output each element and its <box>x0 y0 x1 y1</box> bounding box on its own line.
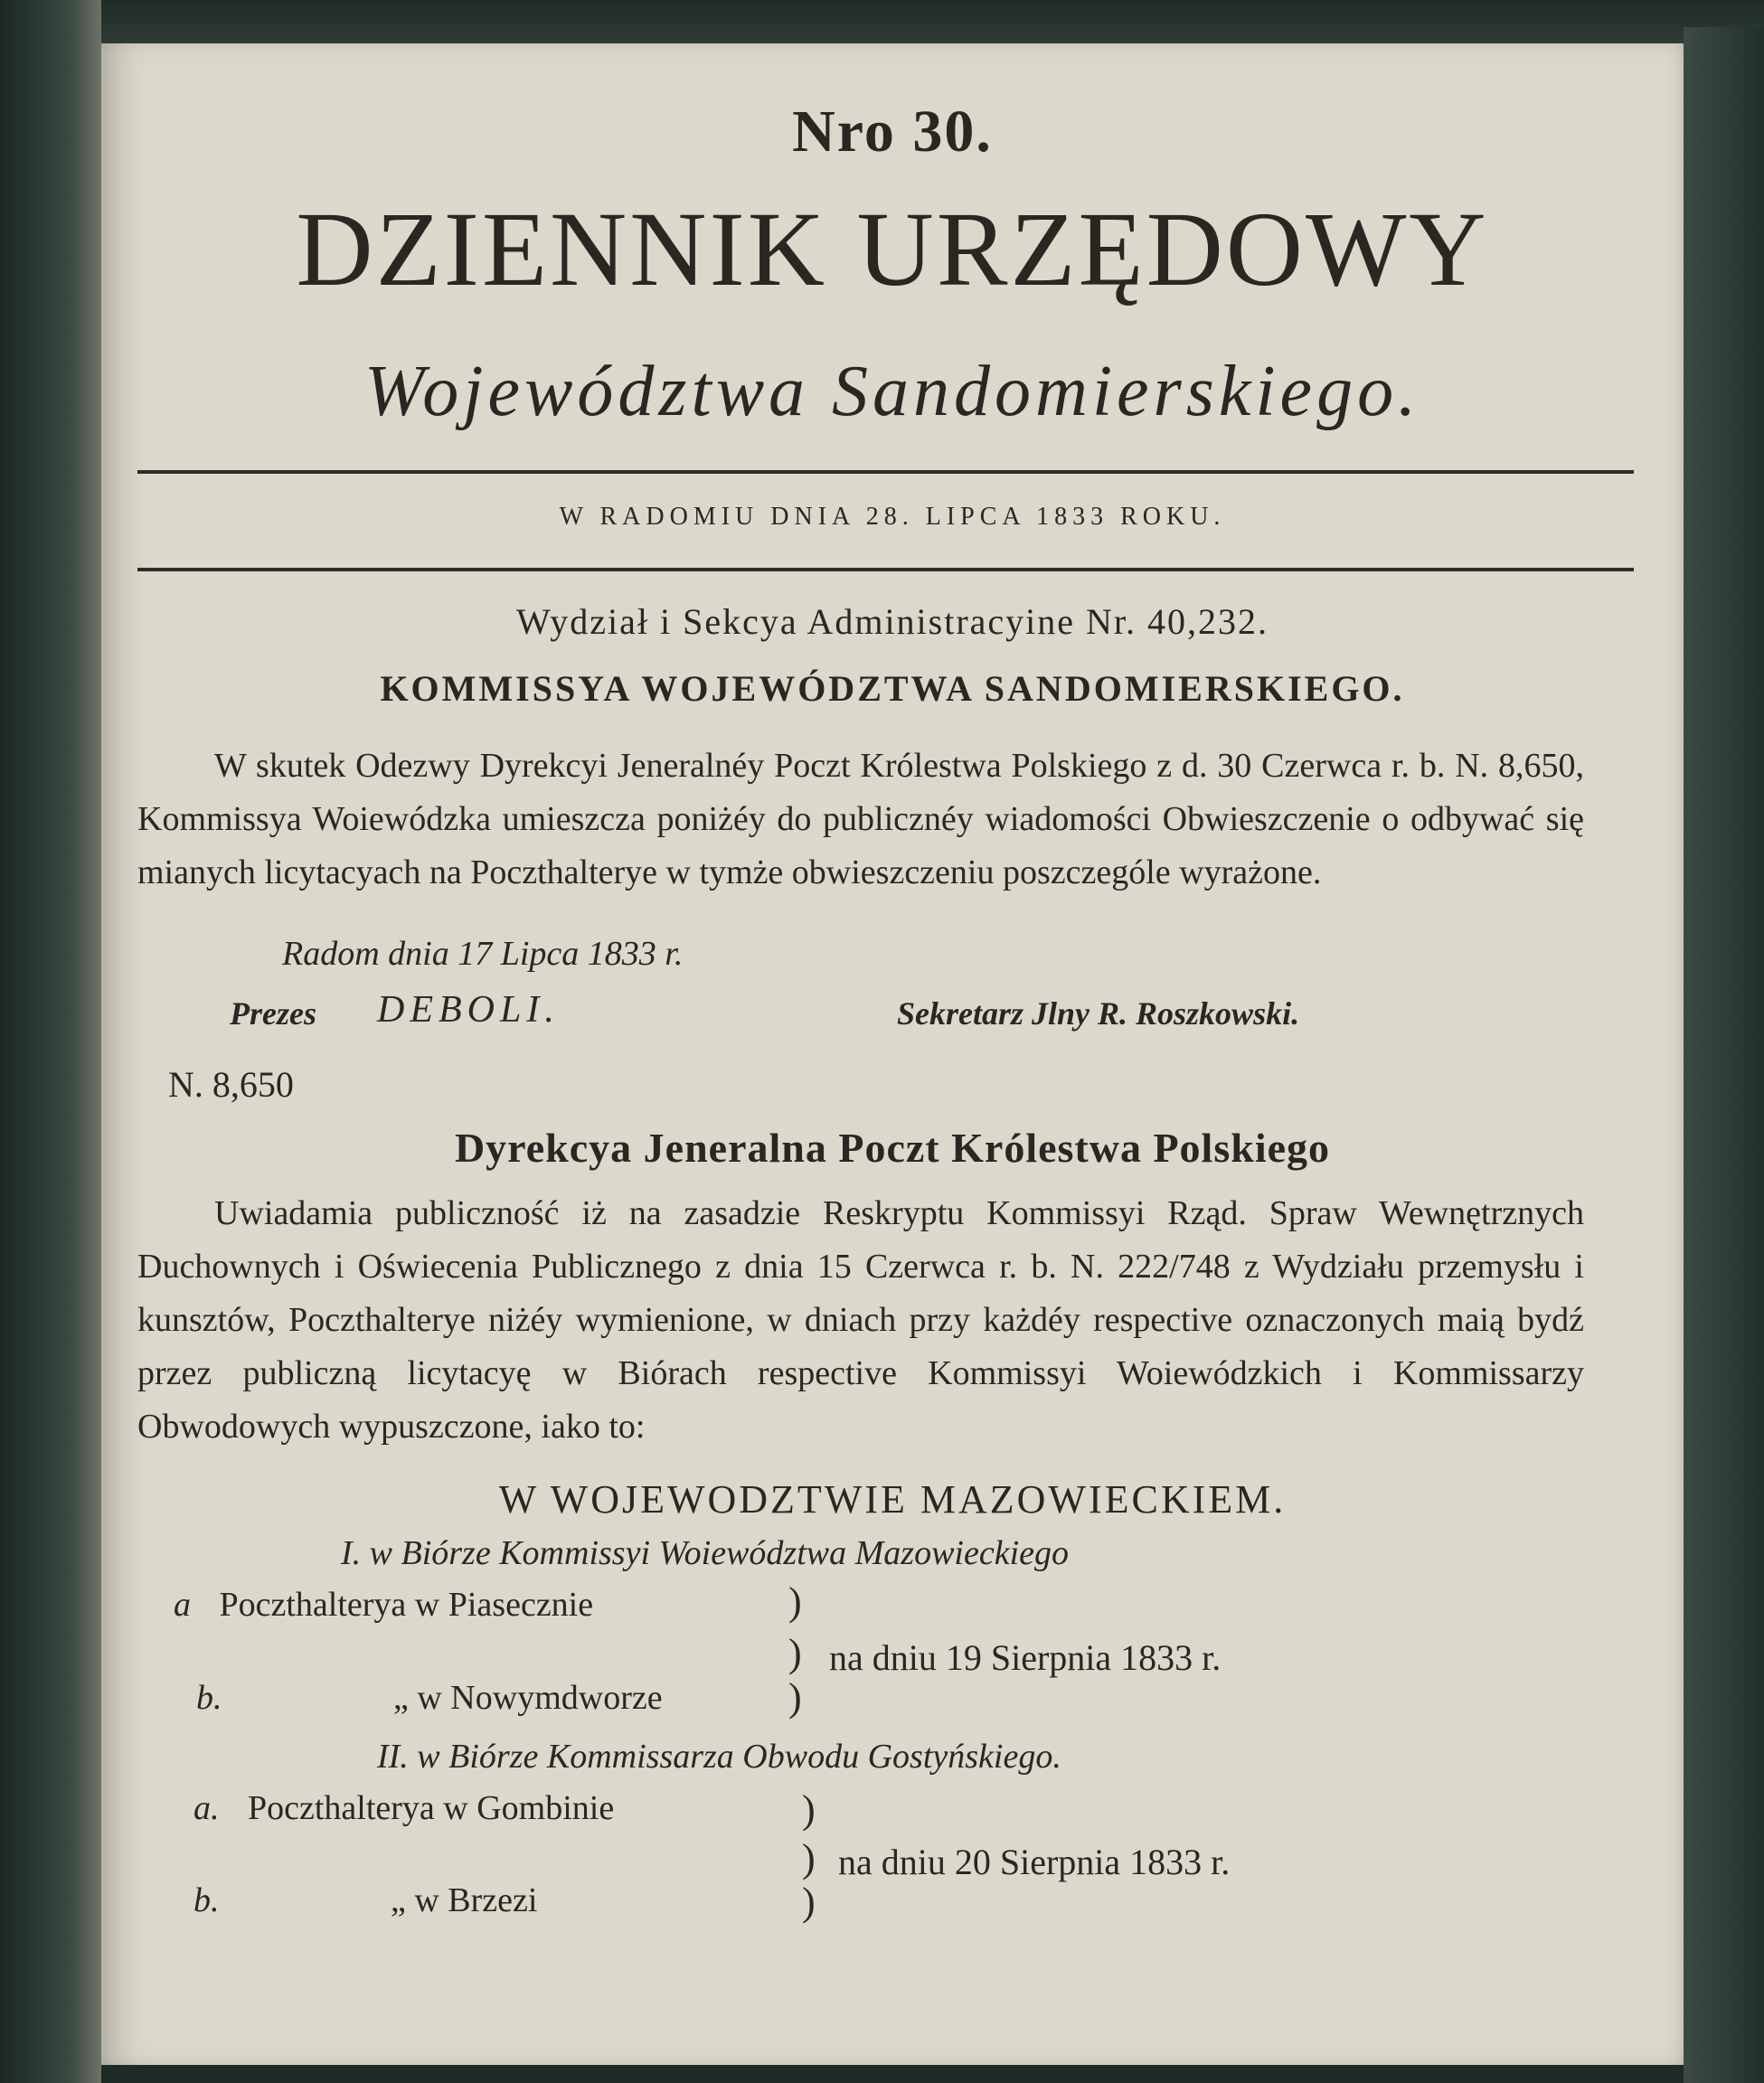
auction-date: na dniu 19 Sierpnia 1833 r. <box>829 1637 1222 1678</box>
divider-rule <box>137 470 1634 474</box>
book-binding <box>0 0 101 2083</box>
item-text: Poczthalterya w Piasecznie <box>219 1586 594 1624</box>
list-item <box>196 1678 663 1718</box>
office-heading: I. w Biórze Kommissyi Woiewództwa Mazowieckiego <box>341 1534 1069 1572</box>
list-item <box>193 1880 537 1920</box>
scan-background-top <box>101 0 1764 43</box>
bracket: ) <box>802 1787 816 1832</box>
divider-rule <box>137 568 1634 571</box>
list-item <box>193 1788 614 1828</box>
item-letter: a <box>174 1586 191 1624</box>
page-subtitle: Województwa Sandomierskiego. <box>363 352 1421 431</box>
secretary-signature: Sekretarz Jlny R. Roszkowski. <box>897 995 1300 1032</box>
region-heading: W WOJEWODZTWIE MAZOWIECKIEM. <box>498 1477 1287 1522</box>
bracket: ) <box>788 1675 802 1720</box>
notice-body: W skutek Odezwy Dyrekcyi Jeneralnéy Poczt Królestwa Polskiego z d. 30 Czerwca r. b. N. 8,650, Kommissya Woiewódzka umieszcza poniżéy do publicznéy wiadomości Obwieszczenie o odbywać się mianych licytacyach na Poczthalterye w tymże obwieszczeniu poszczególe wyrażone. <box>137 747 1584 891</box>
issue-number: Nro 30. <box>792 99 993 165</box>
office-heading: II. w Biórze Kommissarza Obwodu Gostyńskiego. <box>377 1738 1061 1776</box>
bracket: ) <box>802 1880 816 1924</box>
list-item <box>174 1585 593 1625</box>
item-text: Poczthalterya w Gombinie <box>248 1789 615 1827</box>
president-label: Prezes <box>230 995 316 1032</box>
scan-background-right <box>1684 27 1764 2083</box>
department-reference: Wydział i Sekcya Administracyine Nr. 40,232. <box>515 601 1269 642</box>
item-letter: b. <box>196 1679 222 1717</box>
document-page <box>101 43 1684 2065</box>
bracket: ) <box>788 1631 802 1675</box>
president-name: DEBOLI. <box>377 989 560 1031</box>
bracket: ) <box>788 1579 802 1624</box>
place-date: Radom dnia 17 Lipca 1833 r. <box>282 935 684 973</box>
bracket: ) <box>802 1836 816 1880</box>
dateline: W RADOMIU DNIA 28. LIPCA 1833 ROKU. <box>559 503 1226 531</box>
auction-date: na dniu 20 Sierpnia 1833 r. <box>838 1842 1231 1882</box>
page-title: DZIENNIK URZĘDOWY <box>296 190 1489 308</box>
item-text: „ w Brzezi <box>391 1881 538 1919</box>
item-text: „ w Nowymdworze <box>393 1679 663 1717</box>
issuer-heading: Dyrekcya Jeneralna Poczt Królestwa Polskiego <box>454 1125 1331 1171</box>
item-letter: a. <box>193 1789 220 1827</box>
issuer-heading: KOMMISSYA WOJEWÓDZTWA SANDOMIERSKIEGO. <box>380 668 1405 709</box>
notice-body: Uwiadamia publiczność iż na zasadzie Reskryptu Kommissyi Rząd. Spraw Wewnętrznych Duchownych i Oświecenia Publicznego z dnia 15 Czerwca r. b. N. 222/748 z Wydziału przemysłu i kunsztów, Poczthalterye niżéy wymienione, w dniach przy każdéy respective oznaczonych maią bydź przez publiczną licytacyę w Biórach respective Kommissyi Woiewódzkich i Kommissarzy Obwodowych wypuszczone, iako to: <box>137 1194 1584 1446</box>
item-letter: b. <box>193 1881 220 1919</box>
notice-number: N. 8,650 <box>168 1064 294 1105</box>
